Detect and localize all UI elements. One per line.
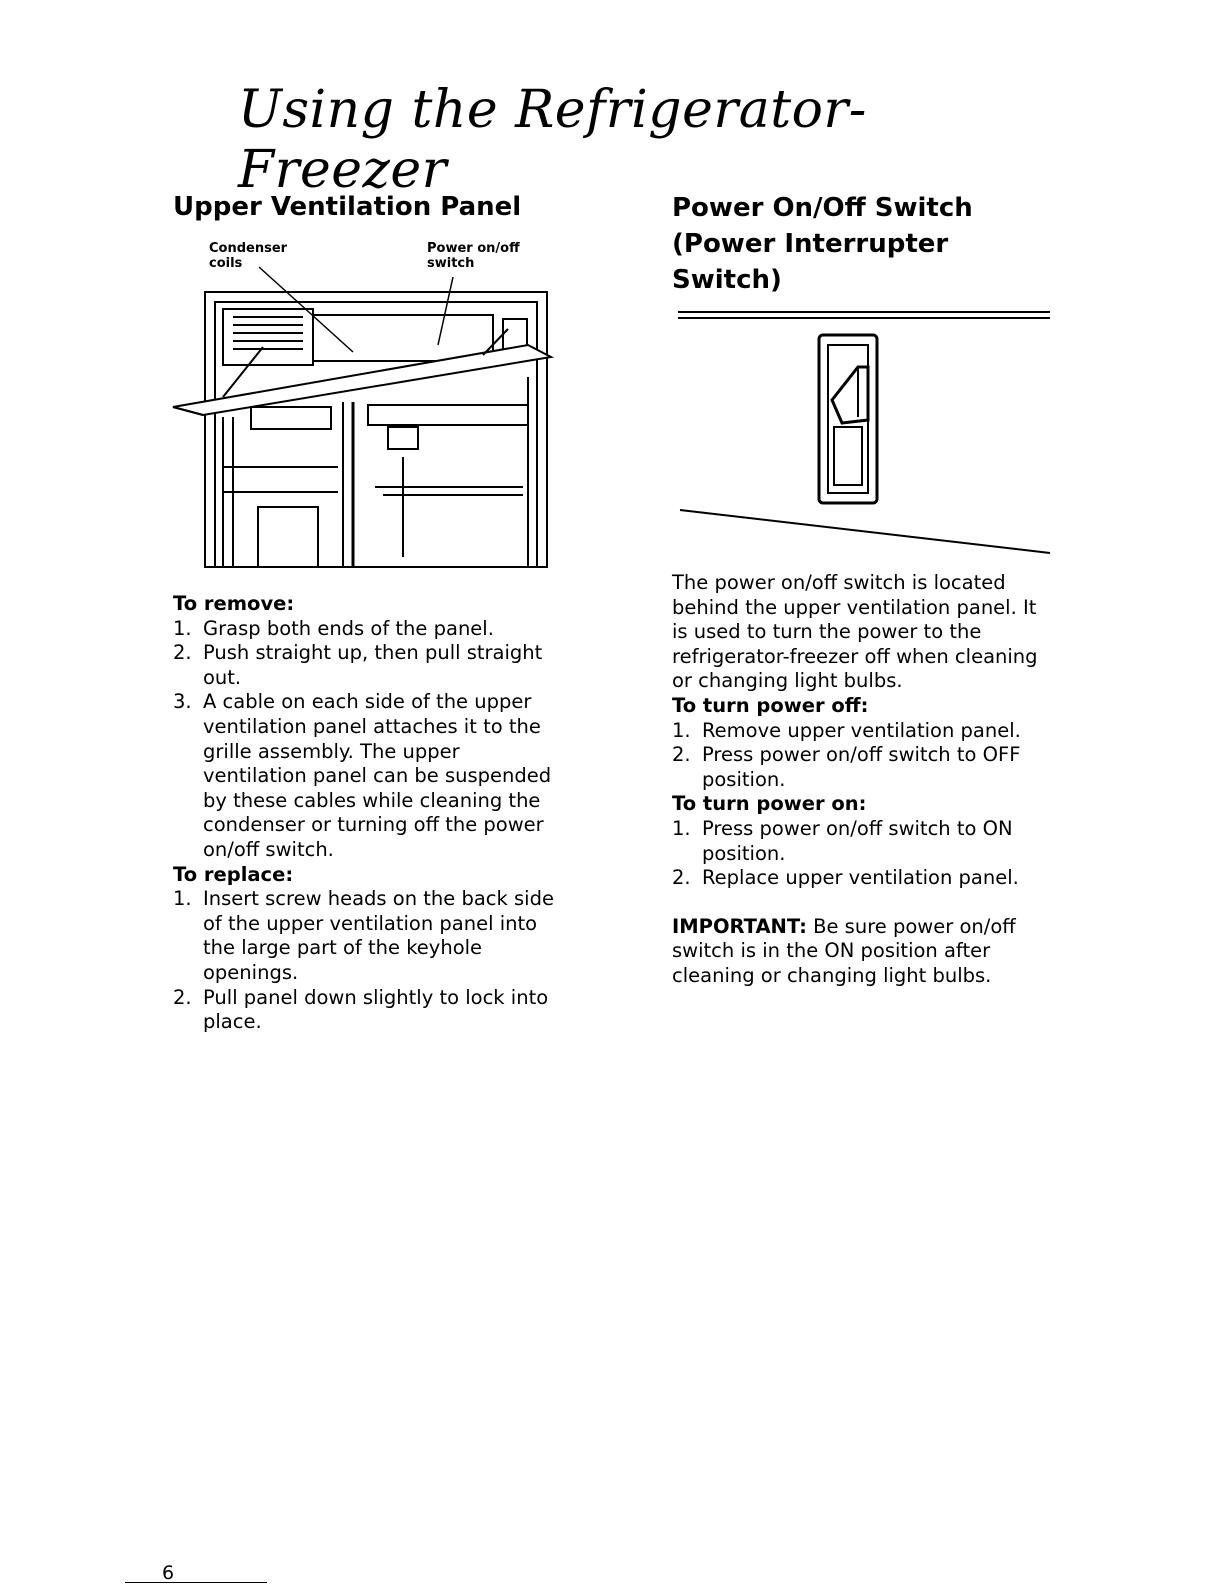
step-number: 2. — [672, 866, 691, 890]
list-item — [173, 887, 563, 985]
power-switch-figure — [672, 305, 1052, 560]
ventilation-panel-instructions — [173, 592, 563, 1035]
power-switch-instructions — [672, 571, 1052, 989]
remove-heading: To remove: — [173, 592, 295, 615]
replace-steps-list — [173, 887, 563, 1035]
page-number-rule — [125, 1582, 267, 1583]
step-number: 2. — [173, 641, 192, 665]
list-item — [173, 641, 563, 690]
left-column-header — [173, 190, 573, 224]
step-text: A cable on each side of the upper ventilation panel attaches it to the grille assembly. The upper ventilation panel can be suspended by these cables while cleaning the condenser or turning off the power on/off switch. — [203, 690, 552, 861]
page-number: 6 — [162, 1562, 175, 1584]
power-on-steps-list — [672, 817, 1052, 891]
power-switch-intro: The power on/off switch is located behind the upper ventilation panel. It is used to turn the power to the refrigerator-freezer off when cleaning or changing light bulbs. — [672, 571, 1038, 693]
important-label: IMPORTANT: — [672, 914, 807, 938]
step-text: Press power on/off switch to OFF position. — [702, 743, 1021, 791]
step-text: Grasp both ends of the panel. — [203, 616, 494, 640]
step-number: 1. — [173, 887, 192, 911]
section-heading-ventilation-panel: Upper Ventilation Panel — [173, 192, 522, 222]
step-number: 1. — [672, 718, 691, 742]
list-item — [672, 866, 1052, 891]
list-item — [672, 719, 1052, 744]
list-item — [672, 817, 1052, 866]
right-column-header — [672, 190, 1052, 298]
list-item — [173, 617, 563, 642]
step-number: 3. — [173, 690, 192, 714]
figure-label-power-switch: Power on/off switch — [427, 241, 520, 271]
figure-label-condenser-coils: Condenser coils — [209, 241, 288, 271]
list-item — [672, 743, 1052, 792]
remove-steps-list — [173, 617, 563, 863]
step-text: Push straight up, then pull straight out. — [203, 641, 543, 689]
page-title: Using the Refrigerator-Freezer — [238, 80, 867, 200]
step-number: 2. — [672, 743, 691, 767]
power-off-steps-list — [672, 719, 1052, 793]
step-text: Remove upper ventilation panel. — [702, 718, 1021, 742]
step-text: Press power on/off switch to ON position. — [702, 816, 1013, 865]
important-text: Be sure power on/off switch is in the ON position after cleaning or changing light bulbs. — [672, 914, 1016, 987]
important-note — [672, 915, 1052, 989]
section-heading-power-switch: Power On/Off Switch (Power Interrupter Switch) — [672, 193, 973, 295]
step-number: 2. — [173, 985, 192, 1009]
replace-heading: To replace: — [173, 862, 294, 886]
ventilation-panel-figure — [163, 237, 555, 573]
step-number: 1. — [672, 816, 691, 840]
ventilation-panel-illustration — [163, 237, 555, 573]
step-text: Replace upper ventilation panel. — [702, 866, 1019, 890]
power-switch-illustration — [672, 305, 1052, 560]
power-on-heading: To turn power on: — [672, 792, 867, 816]
step-text: Pull panel down slightly to lock into place. — [203, 985, 549, 1034]
step-text: Insert screw heads on the back side of the upper ventilation panel into the large part of the keyhole openings. — [203, 887, 554, 984]
list-item — [173, 986, 563, 1035]
power-off-heading: To turn power off: — [672, 693, 869, 717]
list-item — [173, 690, 563, 862]
step-number: 1. — [173, 616, 192, 640]
